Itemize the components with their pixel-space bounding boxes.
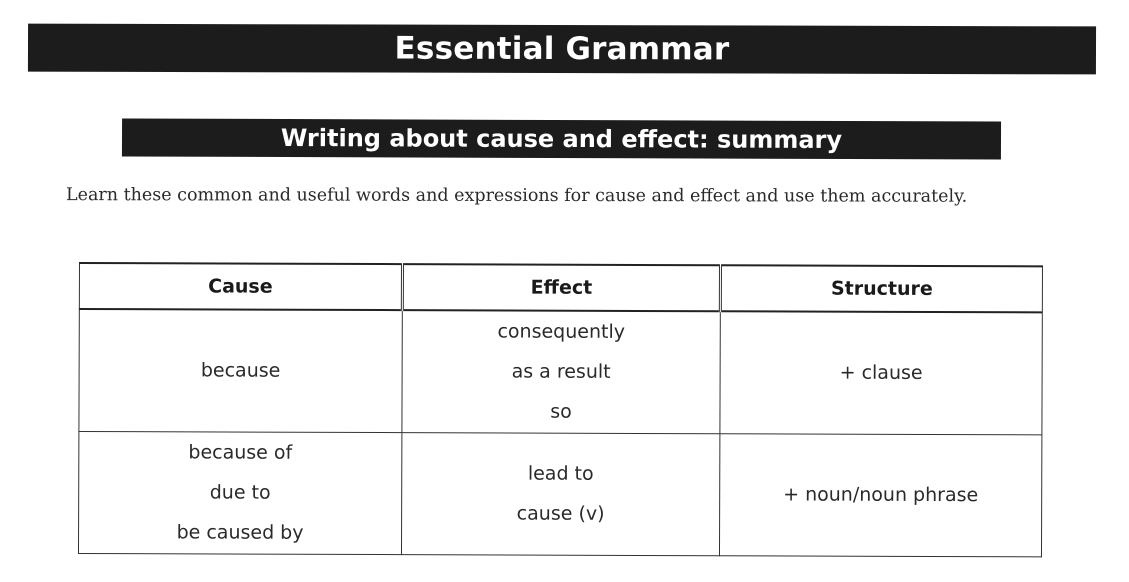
- effect-expression: consequently: [497, 320, 626, 344]
- cause-effect-table: [78, 262, 1043, 557]
- header-cause: Cause: [79, 263, 402, 310]
- intro-text: Learn these common and useful words and expressions for cause and effect and use them accurately.: [65, 185, 968, 207]
- section-title: Writing about cause and effect: summary: [280, 124, 843, 154]
- table-row: [78, 431, 1041, 556]
- cause-cell: [79, 309, 402, 432]
- header-structure: Structure: [720, 265, 1042, 312]
- cause-expression: be caused by: [176, 521, 304, 544]
- section-title-banner: [122, 118, 1001, 159]
- table-row: [79, 309, 1042, 434]
- cause-cell: [78, 431, 401, 554]
- effect-expression: as a result: [511, 360, 611, 384]
- header-effect: Effect: [402, 264, 720, 311]
- effect-expression: lead to: [527, 462, 594, 485]
- effect-expression: cause (v): [516, 502, 605, 525]
- cause-expression: because of: [188, 441, 293, 464]
- structure-cell: + clause: [720, 311, 1042, 434]
- structure-cell: + noun/noun phrase: [719, 433, 1041, 556]
- cause-expression: due to: [209, 481, 271, 504]
- page-title-banner: [28, 24, 1096, 75]
- effect-cell: [401, 432, 719, 555]
- effect-cell: [402, 310, 720, 433]
- effect-expression: so: [550, 400, 572, 423]
- table-header-row: [79, 263, 1042, 312]
- page-title: Essential Grammar: [394, 30, 730, 68]
- cause-expression: because: [200, 359, 281, 382]
